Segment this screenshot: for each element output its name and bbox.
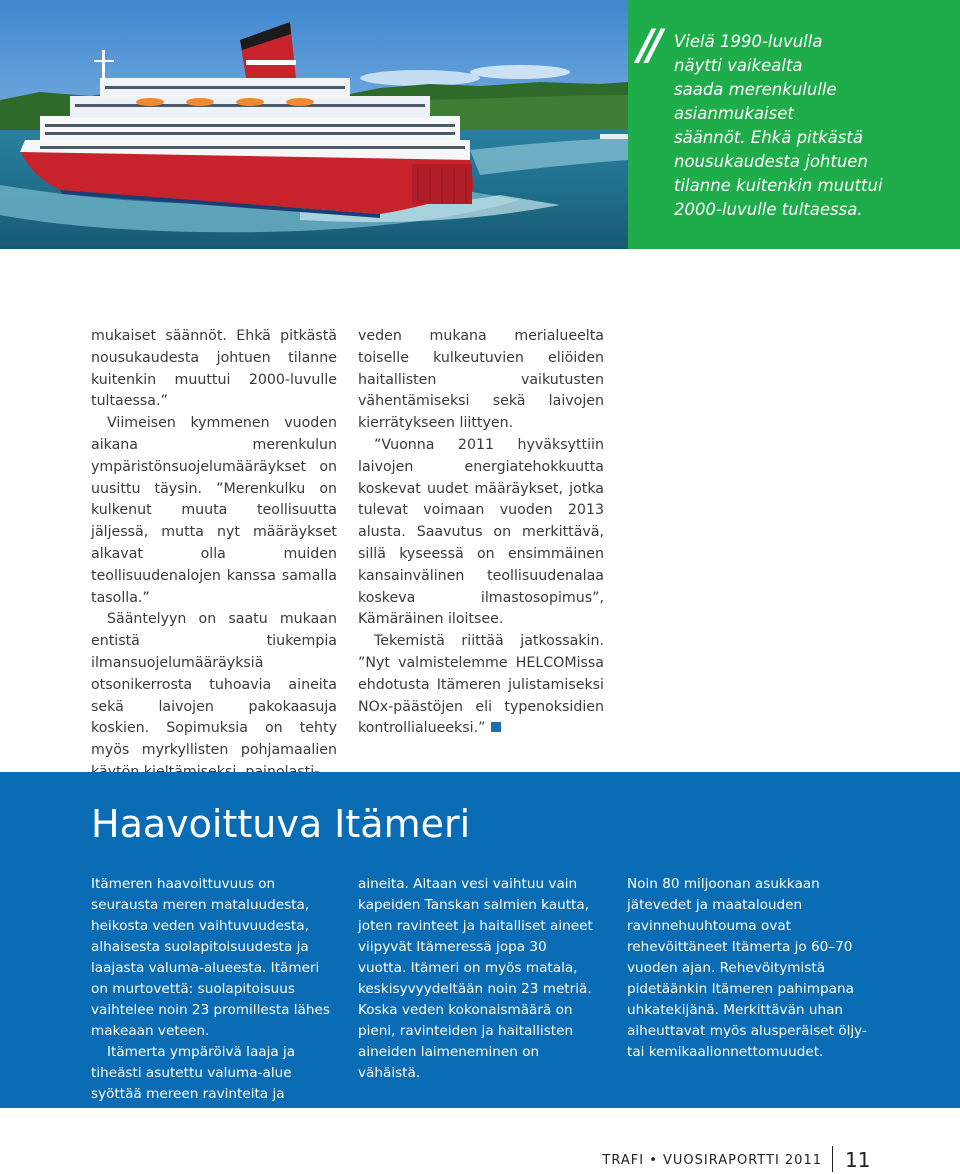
fact-box-paragraph: Itämeren haavoittuvuus on seurausta meren mataluudesta, heikosta veden vaihtuvuudesta, alhaisesta suolapitoisuudesta ja laajasta valuma-alueesta. Itämeri on murtovettä: suolapitoisuus vaihtelee noin 23 promillesta lähes makeaan veteen.: [91, 876, 330, 1039]
article-paragraph: Viimeisen kymmenen vuoden aikana merenkulun ympäristönsuojelumääräykset on uusittu täysin. ”Merenkulku on kulkenut muuta teollisuutta jäljessä, mutta nyt määräykset alkavat olla muiden teollisuudenalojen kanssa samalla tasolla.”: [91, 415, 337, 606]
article-paragraph-text: Tekemistä riittää jatkossakin. ”Nyt valmistelemme HELCOMissa ehdotusta Itämeren julistamiseksi NOx-päästöjen eli typenoksidien kontrollialueeksi.”: [358, 633, 604, 737]
article-paragraph: [358, 631, 604, 740]
fact-box-paragraph: aineita. Altaan vesi vaihtuu vain kapeiden Tanskan salmien kautta, joten ravinteet ja haitalliset aineet viipyvät Itämeressä jopa 30 vuotta. Itämeri on myös matala, keskisyvyydeltään noin 23 metriä. Koska veden kokonaismäärä on pieni, ravinteiden ja haitallisten aineiden laimeneminen on vähäistä.: [358, 876, 593, 1081]
article-column-1: [91, 326, 337, 784]
fact-box-column-2: [358, 874, 598, 1084]
footer-publication: TRAFI • VUOSIRAPORTTI 2011: [602, 1153, 822, 1168]
article-paragraph: mukaiset säännöt. Ehkä pitkästä nousukaudesta johtuen tilanne kuitenkin muuttui 2000-luvulle tultaessa.”: [91, 328, 337, 410]
fact-box-title: Haavoittuva Itämeri: [91, 802, 471, 846]
article-column-2: [358, 326, 604, 740]
fact-box-column-3: [627, 874, 873, 1063]
ferry-photo: [0, 0, 628, 249]
footer-divider: [832, 1146, 833, 1172]
article-paragraph: ”Vuonna 2011 hyväksyttiin laivojen energiatehokkuutta koskevat uudet määräykset, jotka tulevat voimaan vuoden 2013 alusta. Saavutus on merkittävä, sillä kyseessä on ensimmäinen kansainvälinen teollisuudenalaa koskeva ilmastosopimus”, Kämäräinen iloitsee.: [358, 436, 604, 628]
end-of-article-icon: [491, 722, 501, 732]
fact-box-paragraph: Itämerta ympäröivä laaja ja tiheästi asutettu valuma-alue syöttää mereen ravinteita ja haitallisia: [91, 1044, 296, 1123]
article-paragraph: Sääntelyyn on saatu mukaan entistä tiukempia ilmansuojelumääräyksiä otsonikerrosta tuhoavia aineita sekä laivojen pakokaasuja koskien. Sopimuksia on tehty myös myrkyllisten pohjamaalien: [91, 611, 337, 759]
pull-quote-text: Vielä 1990-luvulla näytti vaikealta saada merenkululle asianmukaiset säännöt. Ehkä pitkästä nousukaudesta johtuen tilanne kuitenkin muuttui 2000-luvulle tultaessa.: [674, 32, 883, 219]
article-paragraph: veden mukana merialueelta toiselle kulkeutuvien eliöiden haitallisten vaikutusten vähentämiseksi sekä laivojen kierrätykseen liittyen.: [358, 328, 604, 432]
fact-box-column-1: [91, 874, 337, 1126]
quote-marks-icon: //: [638, 20, 657, 69]
fact-box-paragraph: Noin 80 miljoonan asukkaan jätevedet ja maatalouden ravinnehuuhtouma ovat rehevöittäneet Itämerta jo 60–70 vuoden ajan. Rehevöitymistä pidetäänkin Itämeren pahimpana uhkatekijänä. Merkittävän uhan aiheuttavat myös alusperäiset öljy- tai kemikaalionnettomuudet.: [627, 876, 867, 1060]
page-number: 11: [845, 1148, 871, 1172]
